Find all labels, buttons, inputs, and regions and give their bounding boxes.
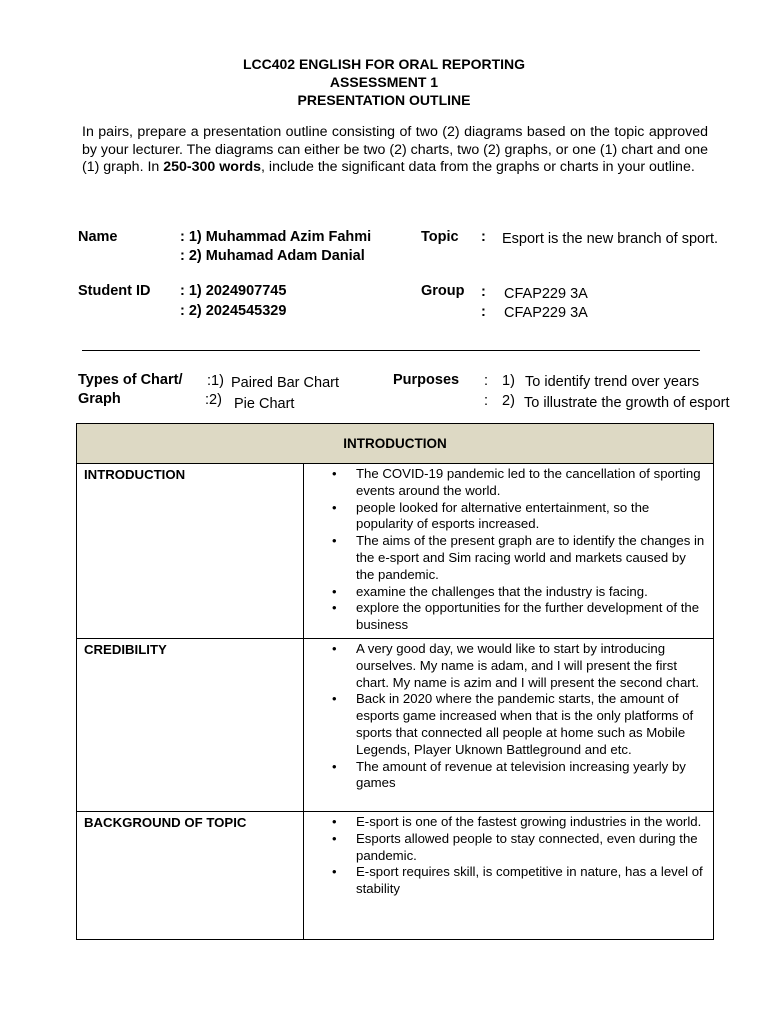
instructions-word-count: 250-300 words: [163, 159, 262, 175]
table-heading: INTRODUCTION: [77, 424, 714, 464]
bullet-item: • E-sport is one of the fastest growing industries in the world.: [332, 814, 707, 831]
group-label: Group: [421, 283, 465, 299]
outline-table: [76, 423, 714, 940]
type-2: Pie Chart: [234, 396, 295, 412]
row-label: INTRODUCTION: [77, 464, 304, 639]
topic-colon: :: [481, 229, 486, 245]
type-number-2: :2): [205, 392, 222, 408]
type-number-1: :1): [207, 373, 224, 389]
group-2: CFAP229 3A: [504, 305, 588, 321]
student-id-label: Student ID: [78, 283, 151, 299]
bullet-list: [332, 814, 707, 898]
outline-title: PRESENTATION OUTLINE: [297, 92, 471, 108]
row-label: CREDIBILITY: [77, 639, 304, 812]
course-title: LCC402 ENGLISH FOR ORAL REPORTING: [242, 56, 526, 72]
student-id-1: : 1) 2024907745: [180, 283, 287, 299]
bullet-item: • Back in 2020 where the pandemic starts, the amount of esports game increased when that is the only platforms of sports that connected all people at home such as Mobile Legends, Player Uknown Battleground and etc.: [332, 691, 707, 758]
row-content: [304, 464, 714, 639]
assessment-title: ASSESSMENT 1: [329, 74, 439, 90]
types-label-line1: Types of Chart/: [78, 372, 183, 388]
student-id-2: : 2) 2024545329: [180, 303, 287, 319]
topic-value: Esport is the new branch of sport.: [502, 231, 718, 247]
instructions-paragraph: [82, 124, 708, 177]
bullet-item: • The COVID-19 pandemic led to the cancellation of sporting events around the world.: [332, 466, 707, 500]
divider-line: [82, 350, 700, 351]
bullet-item: • The aims of the present graph are to identify the changes in the e-sport and Sim racing world and markets caused by the pandemic.: [332, 533, 707, 583]
purpose-number-1: 1): [502, 373, 515, 389]
bullet-list: [332, 466, 707, 634]
name-2: : 2) Muhamad Adam Danial: [180, 248, 365, 264]
row-content: [304, 639, 714, 812]
group-colon-1: :: [481, 284, 486, 300]
bullet-list: [332, 641, 707, 792]
purpose-colon-2: :: [484, 393, 489, 409]
types-label-line2: Graph: [78, 391, 121, 407]
instructions-text-end: , include the significant data from the graphs or charts in your outline.: [261, 159, 695, 175]
group-1: CFAP229 3A: [504, 286, 588, 302]
purpose-colon-1: :: [484, 373, 489, 389]
type-1: Paired Bar Chart: [231, 375, 339, 391]
document-title: [0, 55, 768, 109]
bullet-item: • explore the opportunities for the further development of the business: [332, 600, 707, 634]
row-content: [304, 812, 714, 940]
table-row-background: [77, 812, 714, 940]
bullet-item: • examine the challenges that the industry is facing.: [332, 584, 707, 601]
purposes-label: Purposes: [393, 372, 460, 388]
name-label: Name: [78, 229, 118, 245]
bullet-item: • The amount of revenue at television increasing yearly by games: [332, 759, 707, 793]
table-row-credibility: [77, 639, 714, 812]
bullet-item: • E-sport requires skill, is competitive in nature, has a level of stability: [332, 864, 707, 898]
bullet-item: • Esports allowed people to stay connected, even during the pandemic.: [332, 831, 707, 865]
table-row-introduction: [77, 464, 714, 639]
purpose-1: To identify trend over years: [525, 374, 700, 390]
table-header-row: [77, 424, 714, 464]
purpose-2: To illustrate the growth of esport: [524, 395, 730, 411]
bullet-item: • A very good day, we would like to start by introducing ourselves. My name is adam, and I will present the first chart. My name is azim and I will present the second chart.: [332, 641, 707, 691]
purpose-number-2: 2): [502, 393, 515, 409]
row-label: BACKGROUND OF TOPIC: [77, 812, 304, 940]
instructions-text-start: In pairs, prepare a presentation outline consisting of two (2) diagrams based on the topic approved by your lecturer. The diagrams can either be two (2) charts, two (2) graphs, or one (1) chart and one (1) graph. In: [82, 124, 708, 175]
topic-label: Topic: [421, 229, 459, 245]
bullet-item: • people looked for alternative entertainment, so the popularity of esports increased.: [332, 500, 707, 534]
group-colon-2: :: [481, 304, 486, 320]
name-1: : 1) Muhammad Azim Fahmi: [180, 229, 372, 245]
